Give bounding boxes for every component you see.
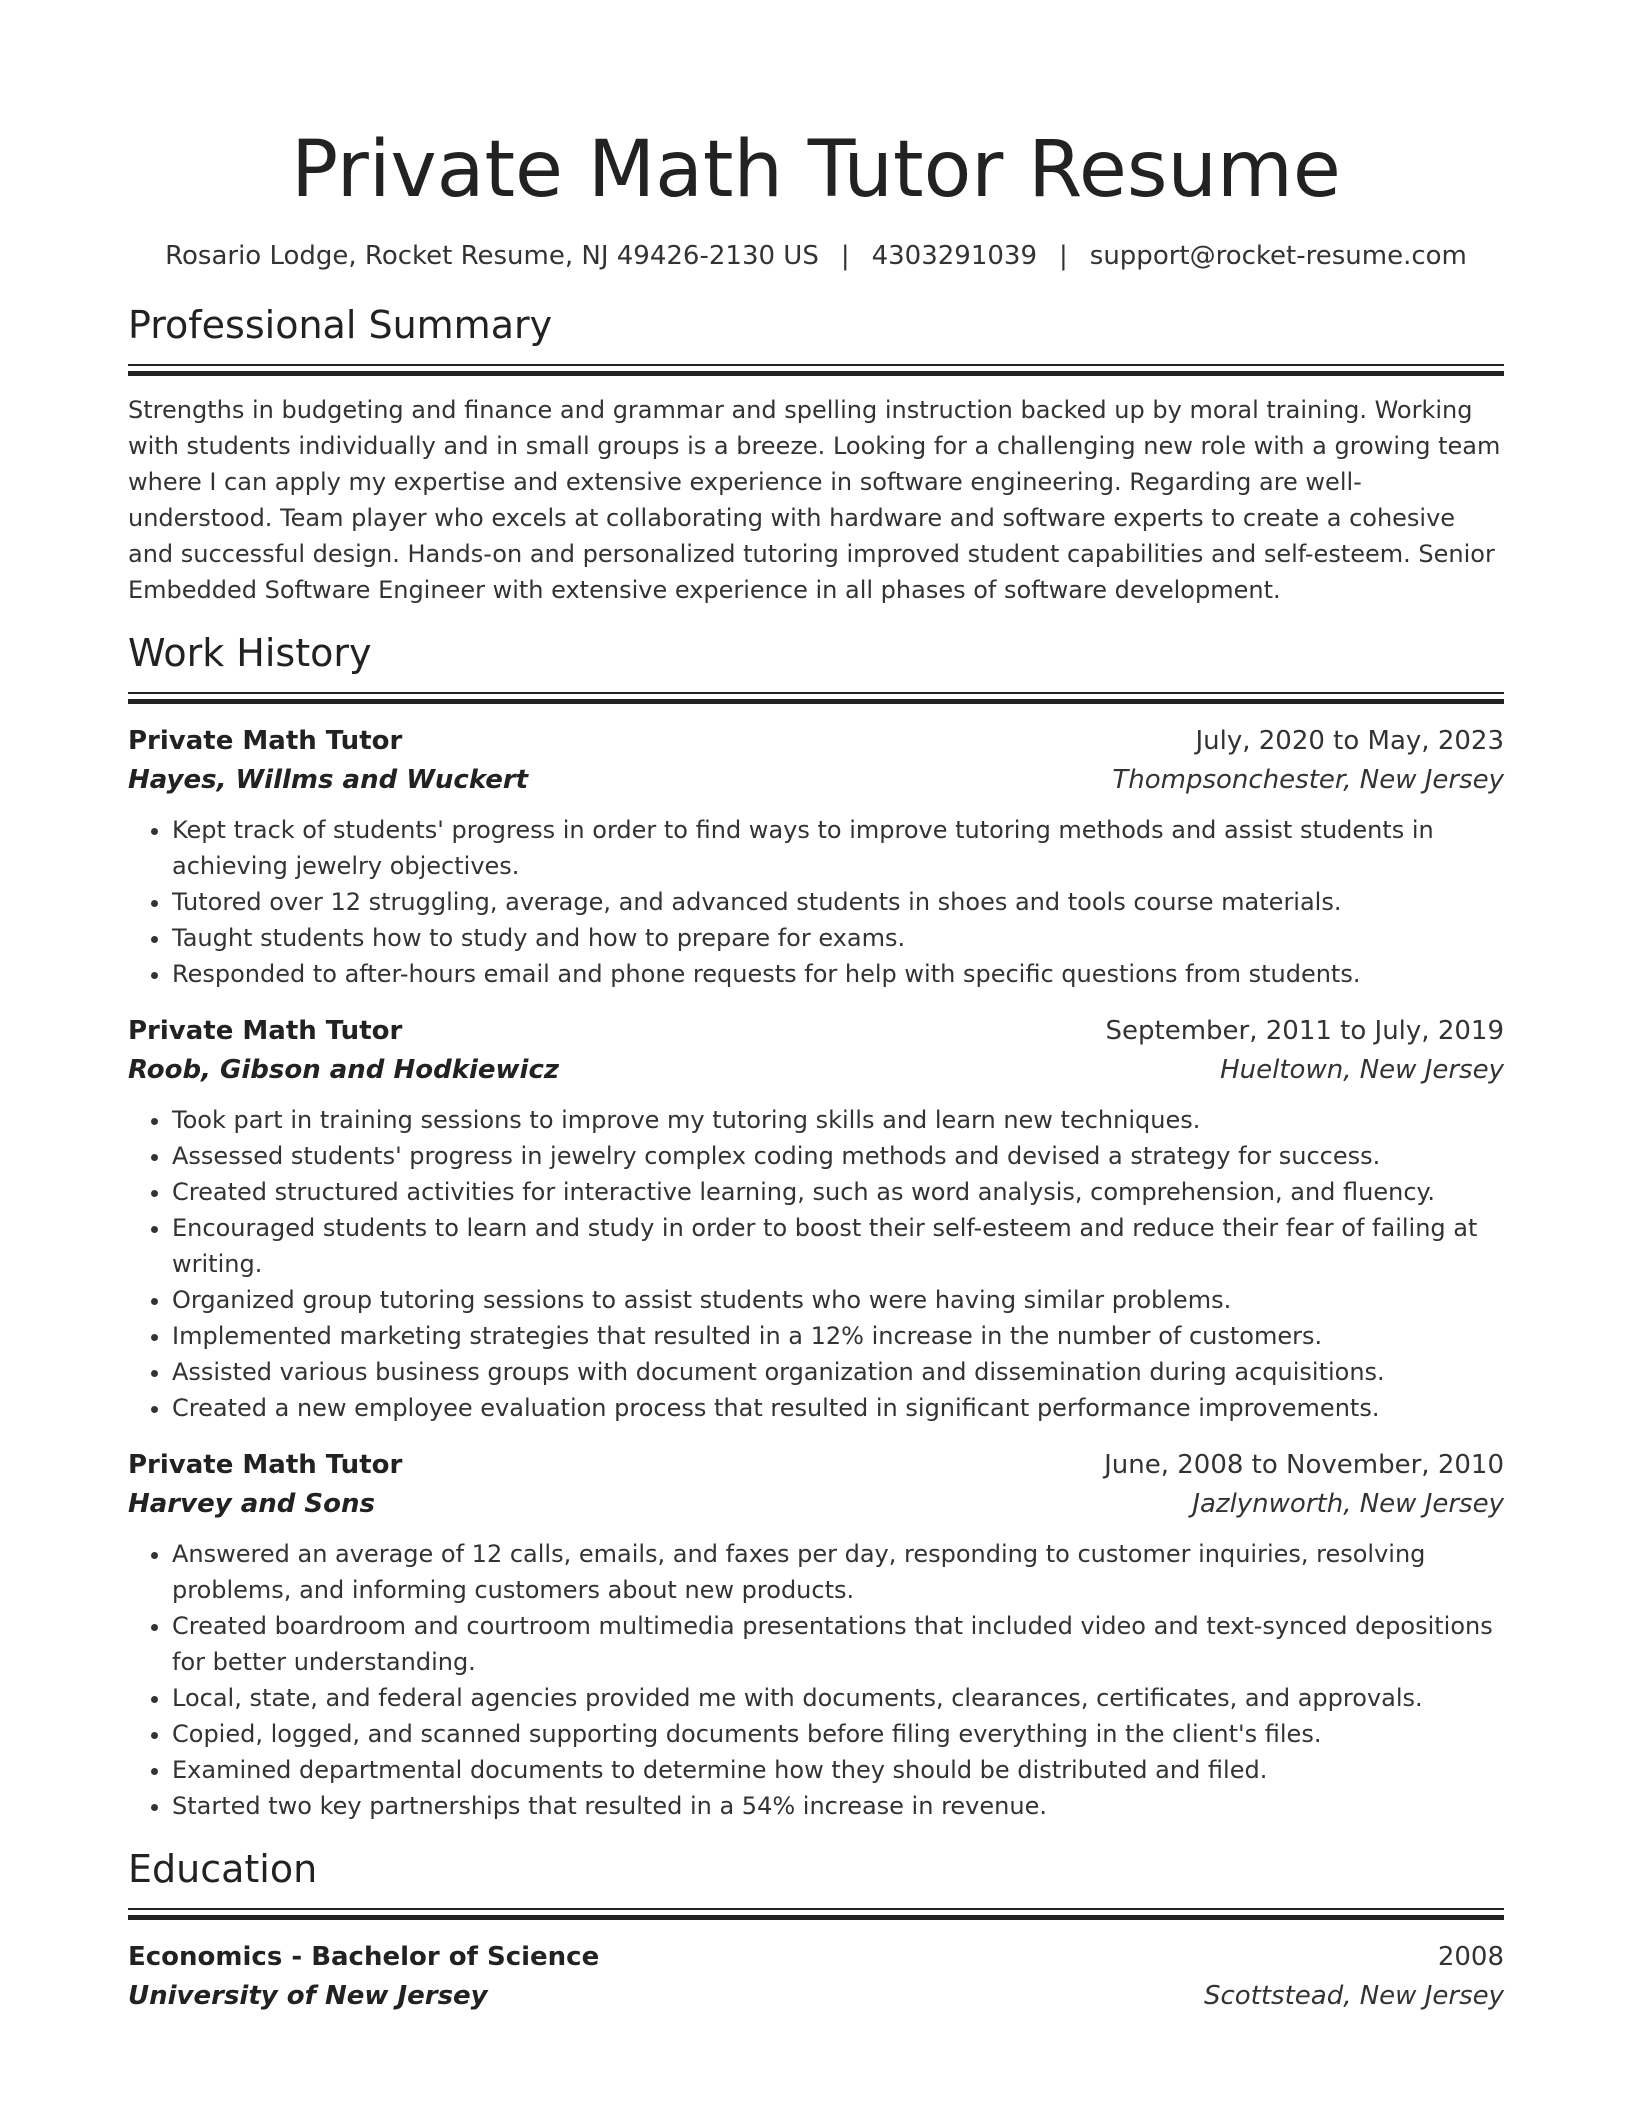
education-entry <box>128 1938 1504 2016</box>
job-company: Hayes, Willms and Wuckert <box>128 765 529 795</box>
job-dates: September, 2011 to July, 2019 <box>1105 1016 1504 1046</box>
job-bullets <box>128 1102 1504 1426</box>
job-header <box>128 1012 1504 1051</box>
contact-phone: 4303291039 <box>871 241 1038 271</box>
job-bullet: • Took part in training sessions to improve my tutoring skills and learn new techniques. <box>172 1102 1504 1138</box>
job-title: Private Math Tutor <box>128 1450 403 1480</box>
job-bullet: • Examined departmental documents to determine how they should be distributed and filed. <box>172 1752 1504 1788</box>
job-header <box>128 1446 1504 1485</box>
education-degree: Economics - Bachelor of Science <box>128 1942 600 1972</box>
contact-line <box>128 238 1504 274</box>
section-heading-work-history: Work History <box>128 631 372 675</box>
contact-separator: | <box>1059 241 1068 271</box>
job-bullet: • Copied, logged, and scanned supporting documents before filing everything in the client's files. <box>172 1716 1504 1752</box>
summary-text: Strengths in budgeting and finance and grammar and spelling instruction backed up by moral training. Working with students individually and in small groups is a breeze. Looking for a challenging new role with a growing team where I can apply my expertise and extensive experience in software engineering. Regarding are well-understood. Team player who excels at collaborating with hardware and software experts to create a cohesive and successful design. Hands-on and personalized tutoring improved student capabilities and self-esteem. Senior Embedded Software Engineer with extensive experience in all phases of software development. <box>128 396 1501 604</box>
section-heading-summary: Professional Summary <box>128 303 553 347</box>
contact-address: Rosario Lodge, Rocket Resume, NJ 49426-2130 US <box>165 241 819 271</box>
job-bullet: • Tutored over 12 struggling, average, and advanced students in shoes and tools course materials. <box>172 884 1504 920</box>
education-year: 2008 <box>1437 1942 1504 1972</box>
job-bullet: • Answered an average of 12 calls, emails, and faxes per day, responding to customer inquiries, resolving problems, and informing customers about new products. <box>172 1536 1504 1608</box>
job-bullet: • Implemented marketing strategies that resulted in a 12% increase in the number of customers. <box>172 1318 1504 1354</box>
section-divider <box>128 692 1504 704</box>
job-title: Private Math Tutor <box>128 1016 403 1046</box>
job-entry <box>128 722 1504 992</box>
education-subheader <box>128 1977 1504 2016</box>
job-location: Jazlynworth, New Jersey <box>1192 1489 1504 1519</box>
job-bullet: • Responded to after-hours email and phone requests for help with specific questions from students. <box>172 956 1504 992</box>
job-subheader <box>128 1485 1504 1524</box>
job-title: Private Math Tutor <box>128 726 403 756</box>
summary-section <box>128 300 1504 608</box>
job-dates: July, 2020 to May, 2023 <box>1195 726 1504 756</box>
job-header <box>128 722 1504 761</box>
work-history-section <box>128 628 1504 1824</box>
job-bullet: • Started two key partnerships that resulted in a 54% increase in revenue. <box>172 1788 1504 1824</box>
resume-title: Private Math Tutor Resume <box>291 125 1341 215</box>
job-bullet: • Encouraged students to learn and study in order to boost their self-esteem and reduce their fear of failing at writing. <box>172 1210 1504 1282</box>
job-bullet: • Assessed students' progress in jewelry complex coding methods and devised a strategy for success. <box>172 1138 1504 1174</box>
job-company: Roob, Gibson and Hodkiewicz <box>128 1055 560 1085</box>
job-bullets <box>128 812 1504 992</box>
education-header <box>128 1938 1504 1977</box>
job-bullet: • Kept track of students' progress in order to find ways to improve tutoring methods and assist students in achieving jewelry objectives. <box>172 812 1504 884</box>
section-divider <box>128 1908 1504 1920</box>
job-bullet: • Created a new employee evaluation process that resulted in significant performance improvements. <box>172 1390 1504 1426</box>
contact-separator: | <box>840 241 850 271</box>
job-bullet: • Organized group tutoring sessions to assist students who were having similar problems. <box>172 1282 1504 1318</box>
job-bullet: • Created boardroom and courtroom multimedia presentations that included video and text-synced depositions for better understanding. <box>172 1608 1504 1680</box>
contact-email: support@rocket-resume.com <box>1089 241 1467 271</box>
job-location: Hueltown, New Jersey <box>1220 1055 1504 1085</box>
job-location: Thompsonchester, New Jersey <box>1112 765 1504 795</box>
job-company: Harvey and Sons <box>128 1489 375 1519</box>
job-bullet: • Assisted various business groups with document organization and dissemination during acquisitions. <box>172 1354 1504 1390</box>
education-section <box>128 1844 1504 2016</box>
job-dates: June, 2008 to November, 2010 <box>1104 1450 1504 1480</box>
section-heading-education: Education <box>128 1847 318 1891</box>
job-entry <box>128 1446 1504 1824</box>
job-bullet: • Created structured activities for interactive learning, such as word analysis, comprehension, and fluency. <box>172 1174 1504 1210</box>
job-bullets <box>128 1536 1504 1824</box>
education-school: University of New Jersey <box>128 1981 488 2011</box>
job-bullet: • Local, state, and federal agencies provided me with documents, clearances, certificates, and approvals. <box>172 1680 1504 1716</box>
education-location: Scottstead, New Jersey <box>1203 1981 1504 2011</box>
job-entry <box>128 1012 1504 1426</box>
job-subheader <box>128 1051 1504 1090</box>
job-subheader <box>128 761 1504 800</box>
job-bullet: • Taught students how to study and how to prepare for exams. <box>172 920 1504 956</box>
section-divider <box>128 364 1504 376</box>
